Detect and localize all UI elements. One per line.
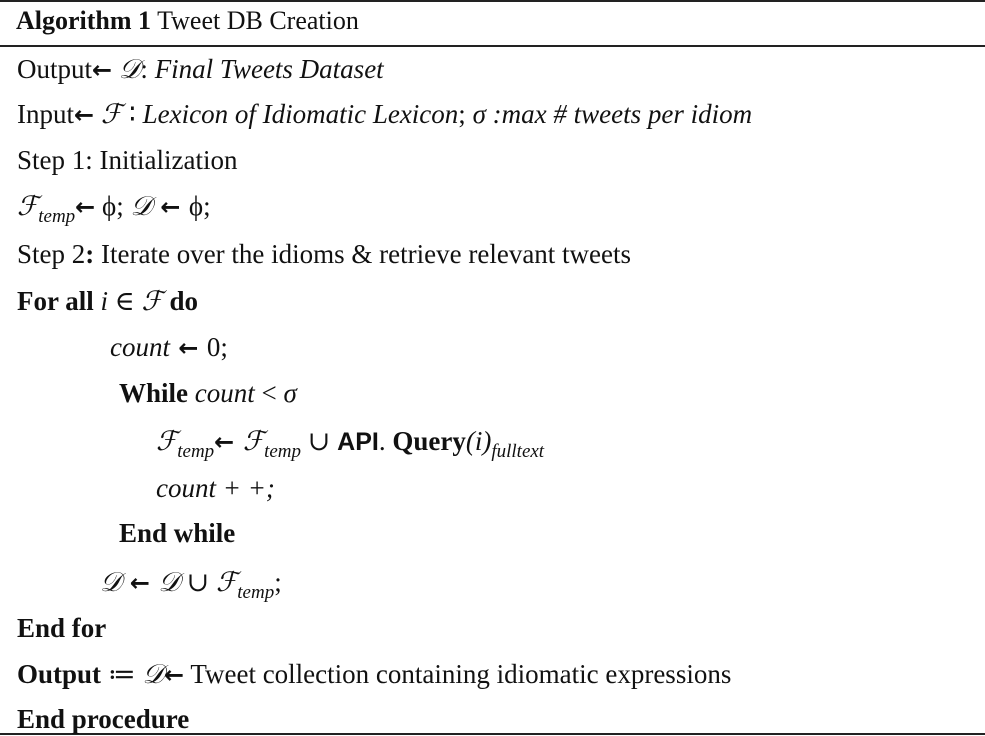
union: ∪ [301, 426, 338, 456]
dot: . [378, 426, 393, 456]
count-variable: count [110, 332, 170, 362]
dataset-symbol: 𝒟 [158, 567, 180, 598]
final-output [17, 657, 731, 692]
separator: ∶ [122, 99, 143, 129]
temp-subscript: temp [38, 206, 76, 227]
separator: : [140, 54, 155, 84]
step-2 [17, 237, 631, 271]
f-symbol: ℱ [141, 286, 163, 317]
dataset-symbol: 𝒟 [100, 567, 122, 598]
semicolon: ; [274, 567, 282, 597]
step-2-colon: : [85, 239, 95, 269]
init-line [17, 189, 211, 234]
end-procedure [17, 702, 189, 736]
union: ∪ [179, 567, 217, 597]
while-keyword: While [119, 378, 189, 408]
zero-value: 0; [206, 332, 228, 362]
header-rule [0, 45, 985, 47]
left-arrow-icon: ← [75, 193, 96, 221]
f-symbol: ℱ [234, 426, 265, 457]
output-keyword: Output [17, 659, 102, 689]
count-increment: count + +; [156, 473, 275, 503]
query-keyword: Query [392, 426, 466, 456]
left-arrow-icon: ← [74, 101, 95, 129]
top-rule [0, 0, 985, 2]
lexicon-description: Lexicon of Idiomatic Lexicon [142, 99, 459, 129]
left-arrow-icon: ← [170, 334, 207, 362]
output-declaration [17, 52, 384, 87]
left-arrow-icon: ← [152, 193, 189, 221]
empty-set: ϕ; [188, 191, 211, 221]
algorithm-title: Tweet DB Creation [157, 6, 359, 35]
dataset-symbol: 𝒟 [118, 54, 141, 85]
do-keyword: do [162, 286, 199, 316]
temp-subscript: temp [264, 441, 302, 462]
less-than: < [254, 378, 284, 408]
end-procedure-keyword: End procedure [17, 704, 190, 734]
count-init [110, 330, 228, 365]
lexicon-symbol: ℱ [100, 99, 123, 130]
algorithm-header [16, 4, 359, 38]
left-arrow-icon: ← [92, 56, 113, 84]
left-arrow-icon: ← [121, 569, 159, 597]
f-symbol: ℱ [156, 426, 178, 457]
sigma-description: :max # tweets per idiom [485, 99, 753, 129]
end-for [17, 611, 106, 645]
empty-set: ϕ; [95, 191, 131, 221]
dataset-description: Final Tweets Dataset [154, 54, 384, 84]
count-variable: count [188, 378, 255, 408]
for-loop-header [17, 284, 198, 319]
sigma-symbol: σ [283, 378, 297, 408]
dataset-symbol: 𝒟 [130, 191, 153, 222]
input-keyword: Input [17, 99, 74, 129]
f-symbol: ℱ [216, 567, 238, 598]
step-2-text: Iterate over the idioms & retrieve relevant tweets [94, 239, 632, 269]
step-2-label: Step 2 [17, 239, 86, 269]
input-declaration [17, 97, 752, 132]
while-header [119, 376, 297, 410]
output-keyword: Output [17, 54, 93, 84]
step-1-text: Step 1: Initialization [17, 145, 238, 175]
temp-subscript: temp [237, 582, 275, 603]
separator: ; [458, 99, 473, 129]
algorithm-label: Algorithm 1 [16, 6, 152, 35]
sigma-symbol: σ [472, 99, 486, 129]
fulltext-subscript: fulltext [491, 441, 545, 462]
output-description: Tweet collection containing idiomatic expressions [184, 659, 732, 689]
temp-subscript: temp [177, 441, 215, 462]
end-for-keyword: End for [17, 613, 107, 643]
left-arrow-icon: ← [214, 428, 235, 456]
f-symbol: ℱ [17, 191, 39, 222]
loop-variable: i [93, 286, 115, 316]
element-of: ∈ [114, 286, 142, 316]
assign-line [156, 424, 544, 469]
increment-line [156, 471, 275, 505]
dataset-union [100, 565, 282, 610]
end-while-keyword: End while [119, 518, 236, 548]
defined-as: ≔ [101, 659, 143, 689]
step-1 [17, 143, 237, 177]
end-while [119, 516, 235, 550]
left-arrow-icon: ← [164, 661, 185, 689]
dataset-symbol: 𝒟 [142, 659, 164, 690]
api-keyword: API [337, 428, 379, 456]
for-keyword: For all [17, 286, 94, 316]
query-argument: (i) [465, 426, 492, 456]
